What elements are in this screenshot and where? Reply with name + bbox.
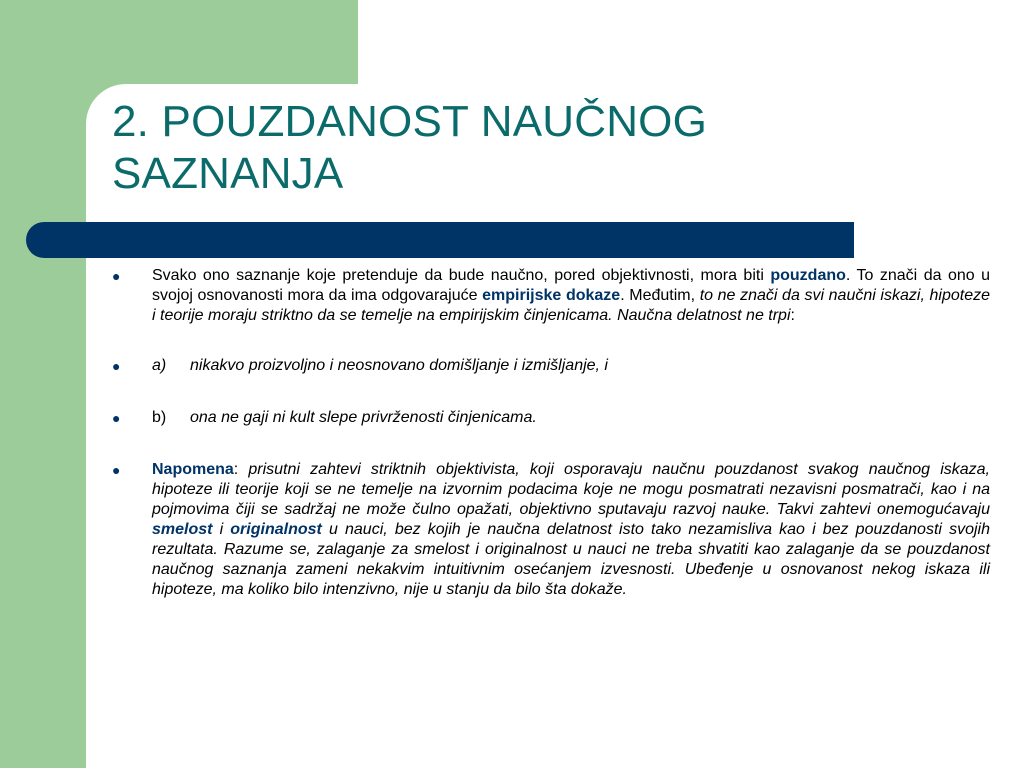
intro-text-3: . Međutim, <box>620 287 700 304</box>
bullet-dot-icon: ● <box>112 268 121 284</box>
note-italic-2: i <box>212 521 231 538</box>
bullet-item-intro <box>112 266 990 326</box>
note-italic-3: u nauci, bez kojih je naučna delatnost isto tako nezamisliva kao i bez pouzdanosti svojih rezultata. Razume se, zalaganje za smelost i originalnost u nauci ne treba shvatiti kao zalaganje da se pouzdanost naučnog saznanja zameni nekakvim intuitivnim osećanjem izvesnosti. Ubeđenje u osnovanost nekog iskaza ili hipoteze, ma koliko bilo intenzivno, nije u stanju da bilo šta dokaže. <box>152 521 990 598</box>
left-decor-band <box>0 0 86 768</box>
bullet-dot-icon: ● <box>112 462 121 478</box>
slide-bullet-list <box>112 266 990 600</box>
bullet-item-note <box>112 460 990 600</box>
bullet-dot-icon: ● <box>112 358 121 374</box>
intro-italic-text: to ne znači da svi naučni iskazi, hipoteze i teorije moraju striktno da se temelje na empirijskim činjenicama. Naučna delatnost ne trpi <box>152 287 990 324</box>
bullet-item-b <box>112 408 990 428</box>
item-b-text: ona ne gaji ni kult slepe privrženosti činjenicama. <box>190 409 537 426</box>
intro-text-1: Svako ono saznanje koje pretenduje da bude naučno, pored objektivnosti, mora biti <box>152 267 771 284</box>
note-bold-originality: originalnost <box>230 521 322 538</box>
slide-title <box>112 96 872 200</box>
top-decor-band <box>86 0 358 84</box>
intro-text-2: . To znači da ono u svojoj osnovanosti mora da ima odgovarajuće <box>152 267 991 304</box>
intro-bold-evidence: empirijske dokaze <box>482 287 621 304</box>
bullet-dot-icon: ● <box>112 410 121 426</box>
item-b-label: b) <box>152 409 167 426</box>
intro-text-4: : <box>790 307 795 324</box>
intro-bold-reliable: pouzdano <box>770 267 846 284</box>
bullet-item-a <box>112 356 990 376</box>
note-italic-1: prisutni zahtevi striktnih objektivista, koji osporavaju naučnu pouzdanost svakog naučnog iskaza, hipoteze ili teorije koji se ne temelje na izvornim podacima koje ne mogu posmatrati nezavisni posmatrači, kao i na pojmovima čiji se sadržaj ne može čulno opažati, objektivno sputavaju razvoj nauke. Takvi zahtevi onemogućavaju <box>152 461 991 518</box>
title-line-2: SAZNANJA <box>112 149 344 198</box>
note-bold-boldness: smelost <box>152 521 213 538</box>
item-a-label: a) <box>152 357 167 374</box>
note-colon: : <box>233 461 249 478</box>
item-a-text: nikakvo proizvoljno i neosnovano domišljanje i izmišljanje, i <box>190 357 608 374</box>
title-line-1: 2. POUZDANOST NAUČNOG <box>112 97 708 146</box>
note-label: Napomena <box>152 461 234 478</box>
title-divider-bar <box>26 222 854 258</box>
